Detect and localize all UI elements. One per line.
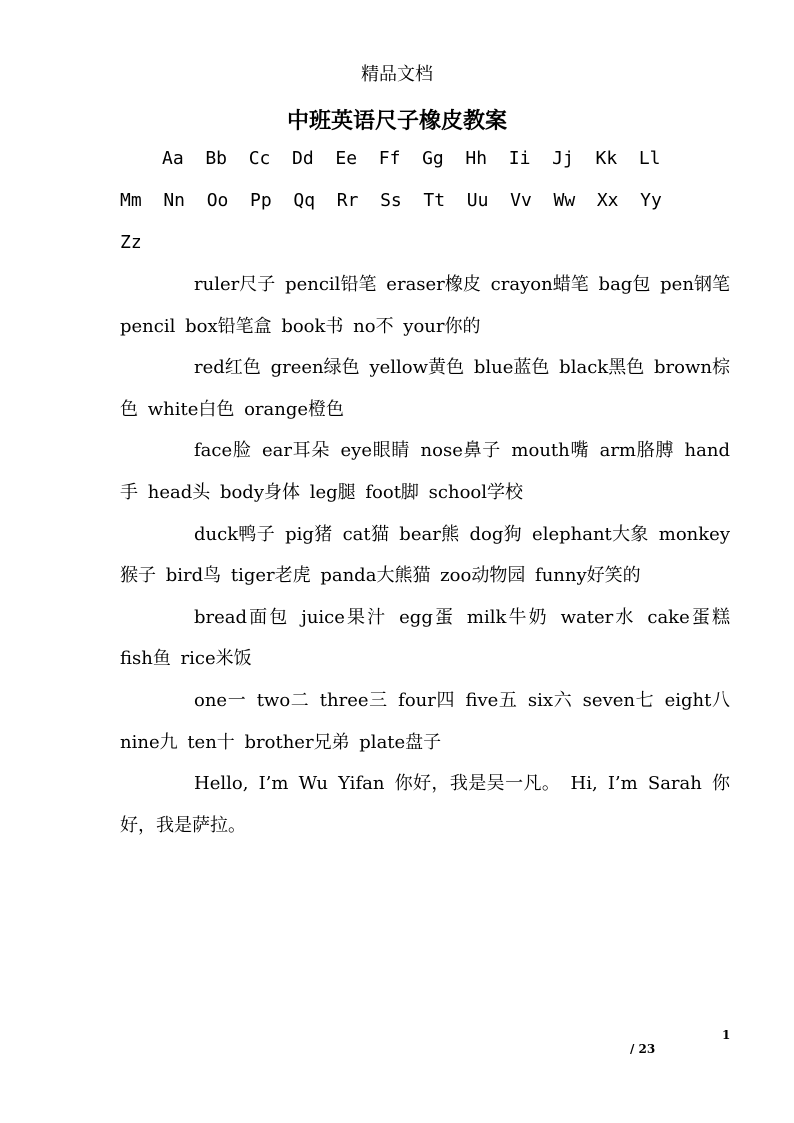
vocab-body-parts: face脸 ear耳朵 eye眼睛 nose鼻子 mouth嘴 arm胳膊 hand手 head头 body身体 leg腿 foot脚 school学校: [120, 440, 730, 503]
page-number: 1: [722, 1028, 731, 1042]
alphabet-row-1: Aa Bb Cc Dd Ee Ff Gg Hh Ii Jj Kk Ll: [162, 148, 661, 169]
vocab-school-supplies: ruler尺子 pencil铅笔 eraser橡皮 crayon蜡笔 bag包 pen钢笔 pencil box铅笔盒 book书 no不 your你的: [120, 274, 730, 337]
greeting-dialogue: Hello, I’m Wu Yifan 你好，我是吴一凡。 Hi, I’m Sarah 你好，我是萨拉。: [120, 773, 730, 836]
vocab-colors: red红色 green绿色 yellow黄色 blue蓝色 black黑色 brown棕色 white白色 orange橙色: [120, 357, 730, 420]
document-title: 中班英语尺子橡皮教案: [286, 108, 507, 134]
vocab-animals: duck鸭子 pig猪 cat猫 bear熊 dog狗 elephant大象 monkey猴子 bird鸟 tiger老虎 panda大熊猫 zoo动物园 funny好笑的: [120, 523, 730, 587]
vocab-food: bread面包 juice果汁 egg蛋 milk牛奶 water水 cake蛋糕 fish鱼 rice米饭: [120, 606, 730, 670]
alphabet-row-3: Zz: [120, 232, 142, 253]
document-header: 精品文档: [361, 64, 433, 85]
alphabet-row-2: Mm Nn Oo Pp Qq Rr Ss Tt Uu Vv Ww Xx Yy: [120, 190, 662, 211]
page-total: / 23: [630, 1042, 656, 1056]
vocabulary-body: [120, 264, 730, 846]
vocab-numbers: one一 two二 three三 four四 five五 six六 seven七 eight八 nine九 ten十 brother兄弟 plate盘子: [120, 689, 730, 753]
